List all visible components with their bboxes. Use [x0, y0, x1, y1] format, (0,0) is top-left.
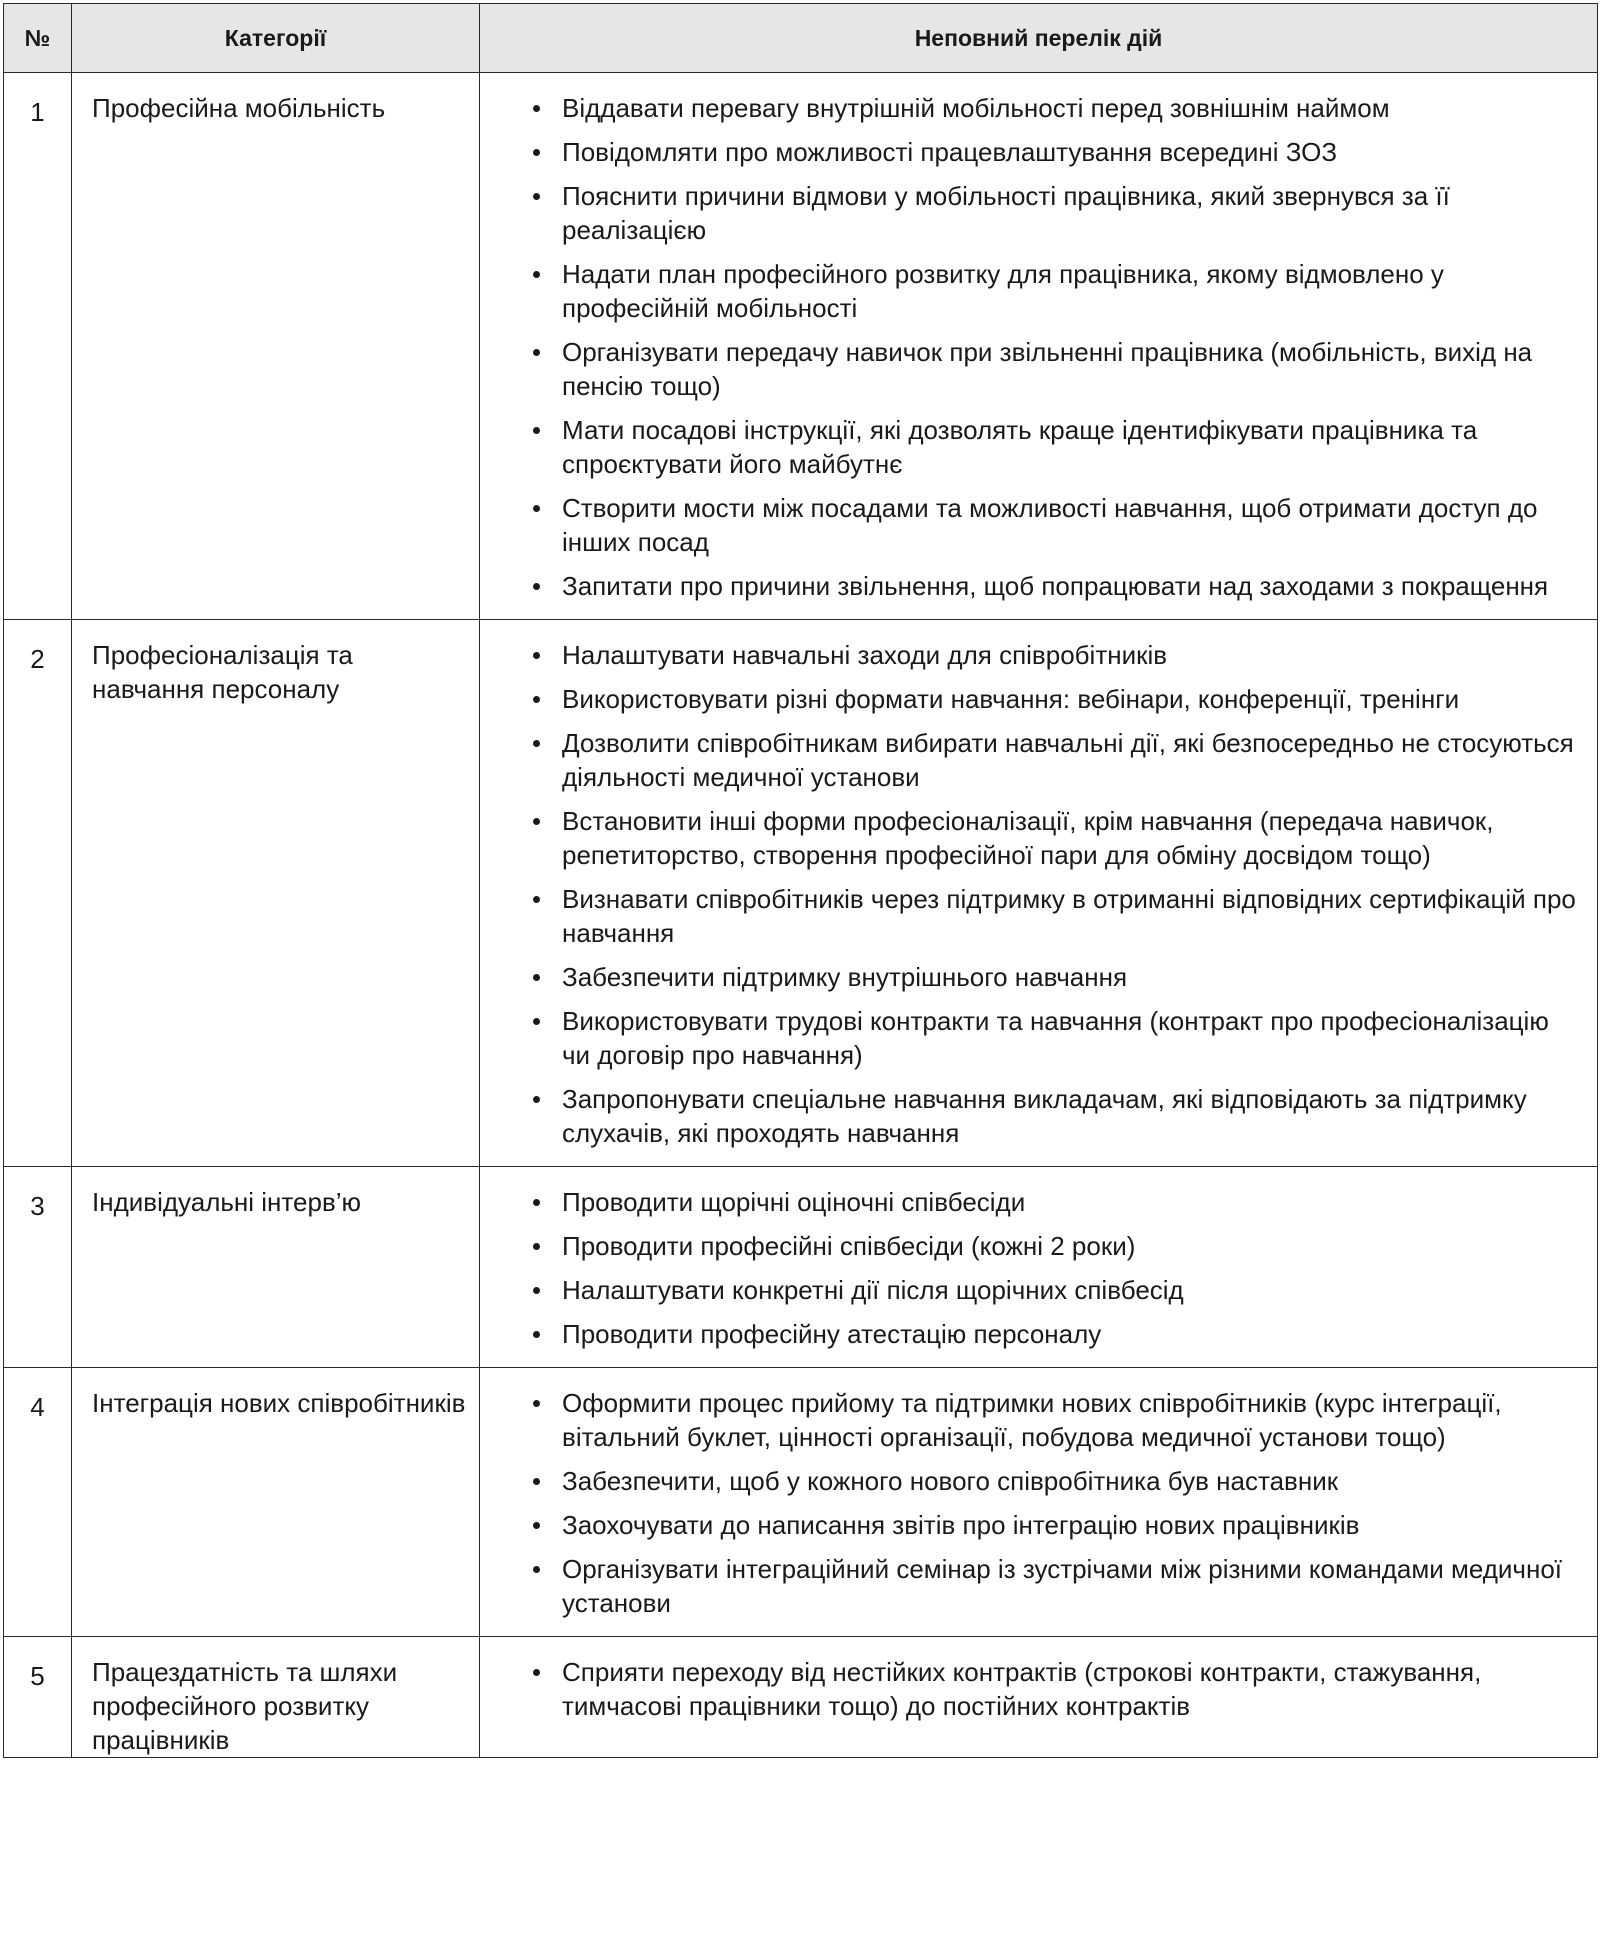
action-list [530, 1185, 1579, 1351]
action-item: Мати посадові інструкції, які дозволять краще ідентифікувати працівника та спроєктувати його майбутнє [530, 413, 1579, 481]
action-item: Пояснити причини відмови у мобільності працівника, який звернувся за її реалізацією [530, 179, 1579, 247]
action-list [530, 1655, 1579, 1723]
action-list [530, 91, 1579, 603]
row-actions [480, 1637, 1598, 1758]
action-item: Організувати передачу навичок при звільненні працівника (мобільність, вихід на пенсію тощо) [530, 335, 1579, 403]
action-item: Створити мости між посадами та можливості навчання, щоб отримати доступ до інших посад [530, 491, 1579, 559]
row-actions [480, 1368, 1598, 1637]
action-item: Сприяти переходу від нестійких контрактів (строкові контракти, стажування, тимчасові працівники тощо) до постійних контрактів [530, 1655, 1579, 1723]
table-row [4, 1368, 1598, 1637]
action-item: Налаштувати навчальні заходи для співробітників [530, 638, 1579, 672]
table-header [4, 4, 1598, 73]
table-row [4, 620, 1598, 1167]
row-category: Професійна мобільність [72, 73, 480, 620]
header-number: № [4, 4, 72, 73]
row-category: Інтеграція нових співробітників [72, 1368, 480, 1637]
action-item: Визнавати співробітників через підтримку в отриманні відповідних сертифікацій про навчання [530, 882, 1579, 950]
action-item: Запропонувати спеціальне навчання викладачам, які відповідають за підтримку слухачів, які проходять навчання [530, 1082, 1579, 1150]
row-category: Професіоналізація та навчання персоналу [72, 620, 480, 1167]
header-actions: Неповний перелік дій [480, 4, 1598, 73]
row-actions [480, 1167, 1598, 1368]
action-item: Заохочувати до написання звітів про інтеграцію нових працівників [530, 1508, 1579, 1542]
action-list [530, 638, 1579, 1150]
action-item: Забезпечити, щоб у кожного нового співробітника був наставник [530, 1464, 1579, 1498]
header-row [4, 4, 1598, 73]
action-item: Дозволити співробітникам вибирати навчальні дії, які безпосередньо не стосуються діяльності медичної установи [530, 726, 1579, 794]
action-item: Встановити інші форми професіоналізації, крім навчання (передача навичок, репетиторство, створення професійної пари для обміну досвідом тощо) [530, 804, 1579, 872]
row-number: 5 [4, 1637, 72, 1758]
row-actions [480, 73, 1598, 620]
action-item: Використовувати різні формати навчання: вебінари, конференції, тренінги [530, 682, 1579, 716]
row-number: 3 [4, 1167, 72, 1368]
table-row [4, 73, 1598, 620]
action-item: Проводити професійні співбесіди (кожні 2 роки) [530, 1229, 1579, 1263]
action-item: Проводити щорічні оціночні співбесіди [530, 1185, 1579, 1219]
table-body [4, 73, 1598, 1758]
row-number: 2 [4, 620, 72, 1167]
action-item: Використовувати трудові контракти та навчання (контракт про професіоналізацію чи договір про навчання) [530, 1004, 1579, 1072]
table-row [4, 1637, 1598, 1758]
measures-table [3, 3, 1598, 1758]
row-category: Працездатність та шляхи професійного розвитку працівників [72, 1637, 480, 1758]
header-category: Категорії [72, 4, 480, 73]
action-item: Оформити процес прийому та підтримки нових співробітників (курс інтеграції, вітальний буклет, цінності організації, побудова медичної установи тощо) [530, 1386, 1579, 1454]
action-list [530, 1386, 1579, 1620]
row-number: 1 [4, 73, 72, 620]
row-actions [480, 620, 1598, 1167]
action-item: Налаштувати конкретні дії після щорічних співбесід [530, 1273, 1579, 1307]
table-row [4, 1167, 1598, 1368]
row-category: Індивідуальні інтерв’ю [72, 1167, 480, 1368]
row-number: 4 [4, 1368, 72, 1637]
action-item: Організувати інтеграційний семінар із зустрічами між різними командами медичної установи [530, 1552, 1579, 1620]
action-item: Проводити професійну атестацію персоналу [530, 1317, 1579, 1351]
action-item: Віддавати перевагу внутрішній мобільності перед зовнішнім наймом [530, 91, 1579, 125]
action-item: Забезпечити підтримку внутрішнього навчання [530, 960, 1579, 994]
action-item: Запитати про причини звільнення, щоб попрацювати над заходами з покращення [530, 569, 1579, 603]
action-item: Повідомляти про можливості працевлаштування всередині ЗОЗ [530, 135, 1579, 169]
action-item: Надати план професійного розвитку для працівника, якому відмовлено у професійній мобільності [530, 257, 1579, 325]
